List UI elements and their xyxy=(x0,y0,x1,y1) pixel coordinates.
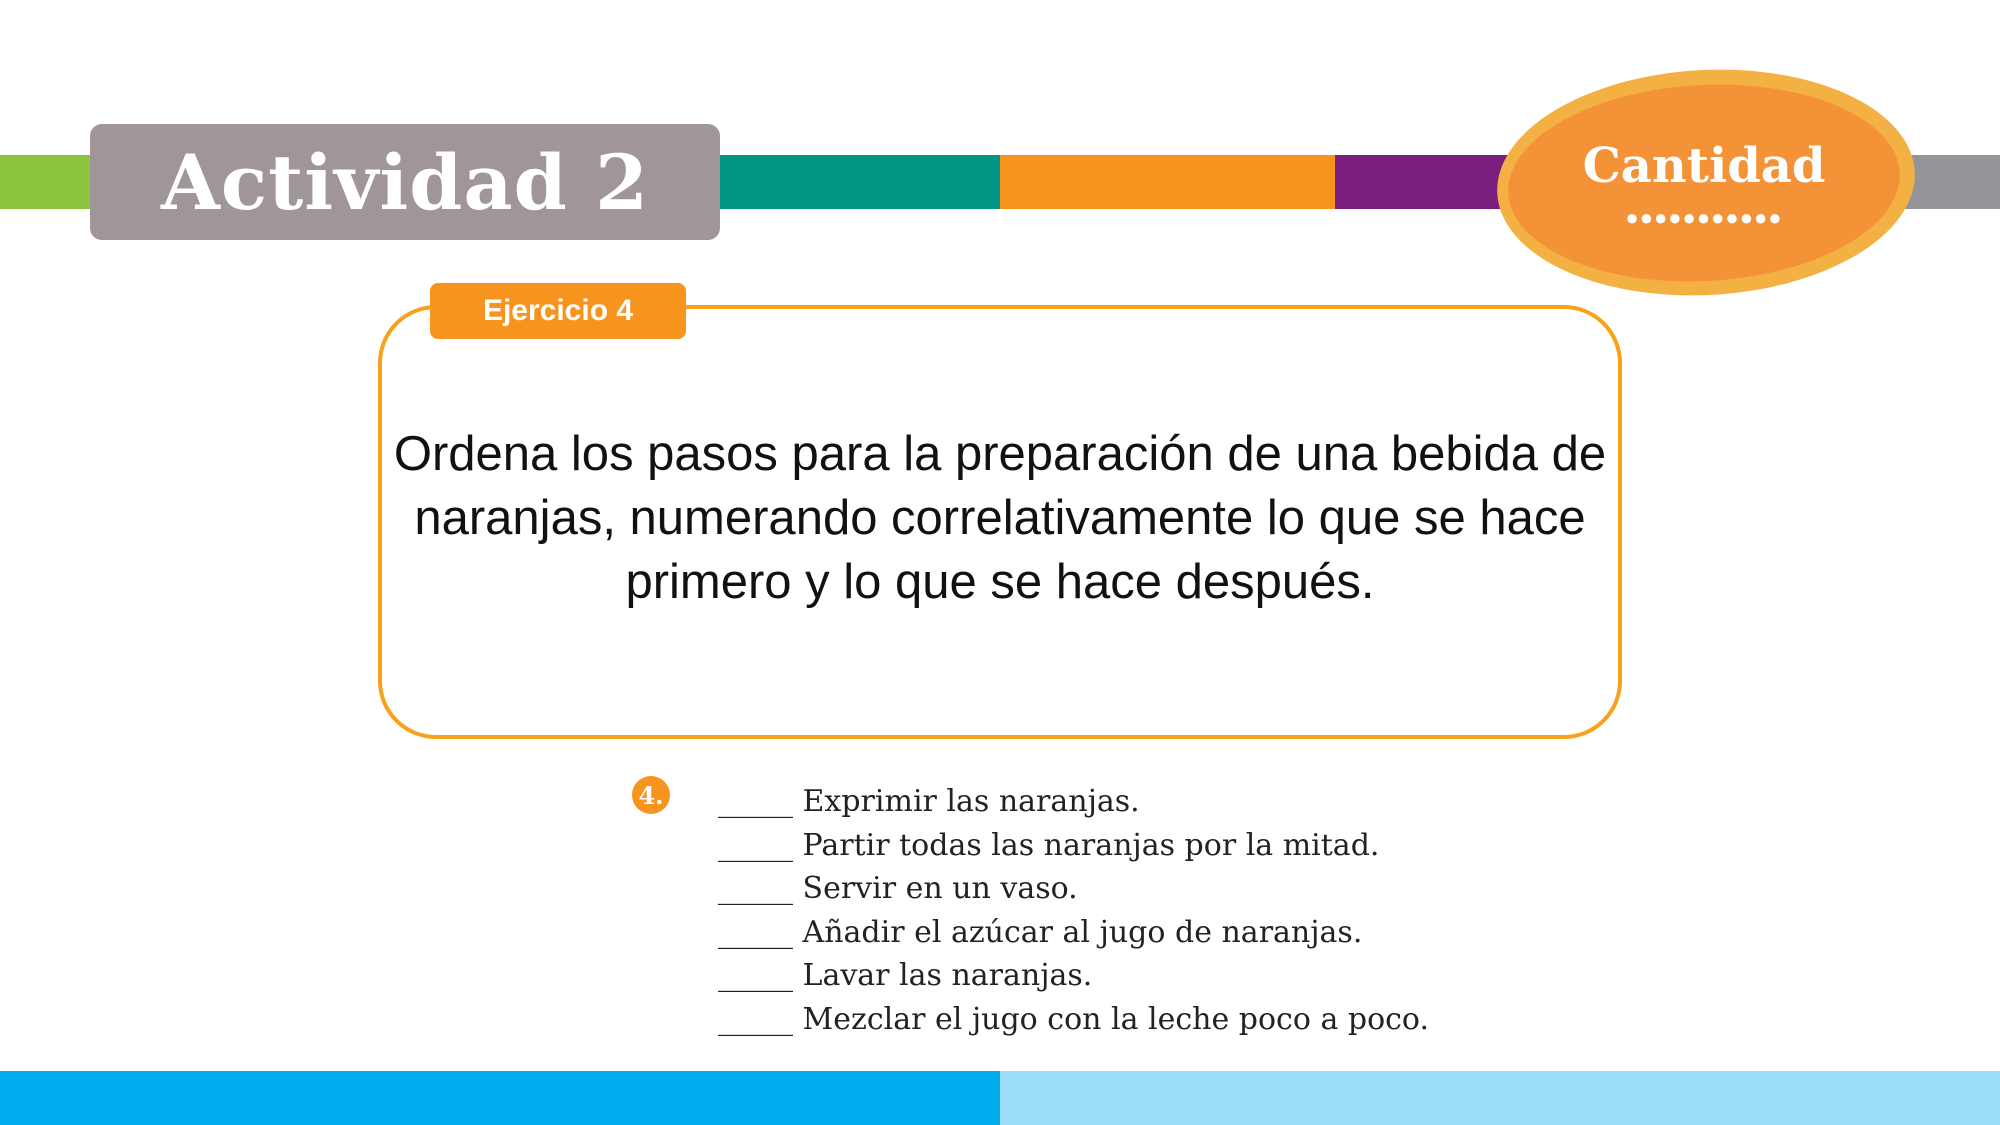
list-number-badge: 4. xyxy=(632,776,670,814)
list-item: _____ Lavar las naranjas. xyxy=(718,958,1093,993)
exercise-instruction: Ordena los pasos para la preparación de una bebida de naranjas, numerando correlativamente lo que se hace primero y lo que se hace después. xyxy=(393,427,1607,609)
activity-tab xyxy=(90,124,720,240)
footer-band-blue xyxy=(0,1071,1000,1125)
list-item: _____ Añadir el azúcar al jugo de naranjas. xyxy=(718,914,1363,950)
topic-badge-title: Cantidad xyxy=(1582,138,1826,194)
topic-badge-dots: ●●●●●●●●●●● xyxy=(1625,205,1783,230)
header-band-teal xyxy=(715,155,1000,209)
list-item: _____ Mezclar el jugo con la leche poco a poco. xyxy=(718,1001,1430,1037)
header-band-purple xyxy=(1335,155,1510,209)
exercise-label: Ejercicio 4 xyxy=(430,283,686,339)
list-item: _____ Servir en un vaso. xyxy=(718,871,1078,906)
list-item: _____ Partir todas las naranjas por la mitad. xyxy=(718,827,1380,863)
list-item: _____ Exprimir las naranjas. xyxy=(718,784,1140,819)
steps-list xyxy=(718,780,1429,1041)
activity-title: Actividad 2 xyxy=(160,137,650,227)
header-band-orange xyxy=(1000,155,1335,209)
footer-band-light-blue xyxy=(1000,1071,2000,1125)
